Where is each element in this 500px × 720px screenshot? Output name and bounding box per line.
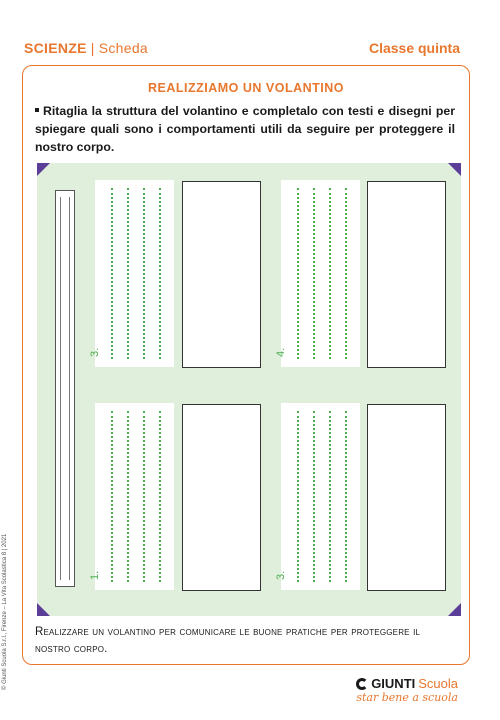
class-label: Classe quinta — [368, 40, 460, 56]
activity-description: Realizzare un volantino per comunicare le buone pratiche per proteggere il nostro corpo. — [35, 626, 421, 655]
panel-number: 3. — [275, 570, 287, 580]
giunti-logo-icon — [356, 678, 368, 690]
corner-mark-icon — [37, 163, 50, 176]
drawing-box — [367, 404, 446, 591]
subject-text: SCIENZE — [24, 40, 87, 56]
brand-name-main: GIUNTI — [371, 676, 416, 691]
corner-mark-icon — [37, 603, 50, 616]
dotted-line — [345, 411, 347, 582]
dotted-line — [329, 411, 331, 582]
corner-mark-icon — [448, 603, 461, 616]
instructions-text: Ritaglia la struttura del volantino e completalo con testi e disegni per spiegare quali sono i comportamenti utili da seguire per proteggere il nostro corpo. — [35, 104, 455, 154]
brand-name-suffix: Scuola — [418, 676, 458, 691]
dotted-line — [111, 188, 113, 359]
dotted-line — [297, 188, 299, 359]
panel-number: 3. — [89, 347, 101, 357]
writing-panel — [275, 403, 360, 590]
dotted-line — [111, 411, 113, 582]
fold-strip — [55, 190, 75, 587]
dotted-line — [127, 411, 129, 582]
corner-mark-icon — [448, 163, 461, 176]
header-separator: | — [90, 40, 95, 56]
dotted-line — [159, 411, 161, 582]
drawing-box — [182, 404, 261, 591]
dotted-line — [297, 411, 299, 582]
flyer-template — [37, 163, 461, 616]
brand-name — [356, 676, 458, 691]
copyright-note: © Giunti Scuola S.r.l., Firenze – La Vita Scolastica 8 | 2021 — [2, 533, 8, 690]
dotted-line — [329, 188, 331, 359]
dotted-line — [313, 411, 315, 582]
writing-panel — [275, 180, 360, 367]
dotted-line — [143, 411, 145, 582]
sheet-type: Scheda — [98, 40, 149, 56]
dotted-line — [159, 188, 161, 359]
instructions — [35, 102, 455, 156]
worksheet-card — [22, 65, 470, 665]
brand-tagline: star bene a scuola — [356, 691, 458, 704]
drawing-box — [182, 181, 261, 368]
subject-label — [24, 40, 148, 56]
drawing-box — [367, 181, 446, 368]
dotted-line — [313, 188, 315, 359]
panel-number: 1. — [89, 570, 101, 580]
writing-panel — [89, 403, 174, 590]
dotted-line — [127, 188, 129, 359]
strip-inner — [60, 197, 70, 580]
bullet-icon — [35, 108, 39, 112]
dotted-line — [143, 188, 145, 359]
page-header — [24, 40, 460, 60]
writing-panel — [89, 180, 174, 367]
brand-logo — [356, 676, 458, 704]
card-title: REALIZZIAMO UN VOLANTINO — [147, 81, 344, 95]
dotted-line — [345, 188, 347, 359]
panel-number: 4. — [275, 347, 287, 357]
